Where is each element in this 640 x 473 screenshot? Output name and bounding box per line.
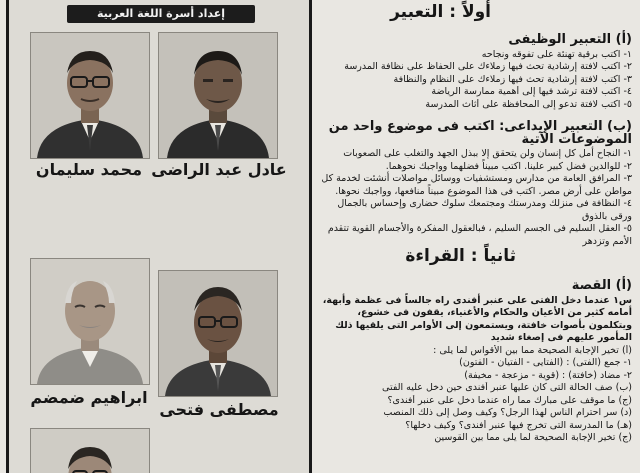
question: (هـ) ما المدرسة التى تخرج فيها عنبر أفندى؟ وكيف دخلها؟: [405, 419, 632, 431]
creative-item: ١- النجاح أمل كل إنسان ولن يتحقق إلا ببذل الجهد والتغلب على الصعوبات: [343, 148, 632, 159]
expression-heading: أولاً : التعبير: [390, 2, 491, 22]
question-intro: (أ) تخير الإجابة الصحيحة مما بين الأقواس لما يلى :: [433, 344, 632, 356]
functional-item: ١- اكتب برقية تهنئة على تفوقه ونجاحه: [481, 48, 632, 60]
person-name-1: عادل عبد الراضى: [151, 160, 287, 179]
creative-writing-title: (ب) التعبير الإبداعى: اكتب فى موضوع واحد من الموضوعات الآتية: [328, 119, 632, 147]
functional-item: ٤- اكتب لافتة ترشد فيها إلى أهمية ممارسة الرياضة: [431, 86, 632, 97]
person-name-3: مصطفى فتحى: [159, 400, 279, 419]
portrait-photo-3: [158, 270, 278, 397]
person-name-4: ابراهيم ضمضم: [30, 388, 148, 407]
question: (د) سر احترام الناس لهذا الرجل؟ وكيف وصل إلى ذلك المنصب: [383, 407, 632, 418]
question: (ب) صف الحالة التى كان عليها عنبر أفندى حين دخل عليه الفتى: [382, 382, 632, 393]
functional-writing-title: (أ) التعبير الوظيفى: [508, 32, 632, 47]
portrait-photo-2: [30, 32, 150, 159]
column-header: إعداد أسرة اللغة العربية: [67, 5, 255, 23]
creative-item: ٤- النظافة فى منزلك ومدرستك ومجتمعك سلوك حضارى وإحساس بالجمال ورقى بالذوق: [337, 198, 632, 222]
story-title: (أ) القصة: [571, 278, 632, 293]
creative-item: ٥- العقل السليم فى الجسم السليم ، فبالعقول المفكرة والأجسام القوية تتقدم الأمم وتزدهر: [327, 223, 632, 247]
answer-choice: ٢- مضاد (خافتة) : (قوية - مزعجة - مخيفة): [464, 369, 632, 381]
photo-column: [6, 0, 312, 473]
portrait-photo-1: [158, 32, 278, 159]
story-passage: س١ عندما دخل الفتى على عنبر أفندى راه جالساً فى عظمة وأبهة، أمامه كثير من الأعيان والحكام والأغنياء، يقفون فى خشوع، ويتكلمون بأصوات خافتة، ويستمعون إلى الأوامر التى يلقيها ذلك المأمور عليهم فى إصغاء شديد: [322, 294, 632, 343]
functional-item: ٢- اكتب لافتة إرشادية تحث فيها زملاءك على الحفاظ على نظافة المدرسة: [344, 61, 632, 72]
creative-item: ٣- المرافق العامة من مدارس ومستشفيات ووسائل مواصلات أنشئت لخدمة كل مواطن على أرض مصر. اكتب فى هذا الموضوع مبيناً منافعها، وواجبك نحوها.: [321, 173, 632, 197]
reading-heading: ثانياً : القراءة: [405, 246, 516, 266]
question: (ج) تخير الإجابة الصحيحة لما يلى مما بين القوسين: [434, 432, 632, 443]
creative-writing-section: [320, 121, 632, 248]
answer-choice: ١- جمع (الفتى) : (الفتايى - الفتيان - الفتون): [459, 357, 632, 368]
text-column: [316, 0, 636, 473]
story-section: [320, 280, 632, 445]
question: (ج) ما موقف على مبارك مما رآه عندما دخل على عنبر أفندى؟: [387, 394, 632, 406]
functional-item: ٥- اكتب لافتة تدعو إلى المحافظة على أثاث المدرسة: [425, 98, 632, 110]
creative-item: ٢- للوالدين فضل كبير علينا. اكتب مبيناً فضلهما وواجبك نحوهما.: [385, 160, 632, 172]
portrait-photo-4: [30, 258, 150, 385]
portrait-photo-5: [30, 428, 150, 473]
functional-writing-section: [320, 34, 632, 111]
person-name-2: محمد سليمان: [35, 160, 143, 179]
functional-item: ٣- اكتب لافتة إرشادية تحث فيها زملاءك على النظام والنظافة: [393, 73, 632, 85]
